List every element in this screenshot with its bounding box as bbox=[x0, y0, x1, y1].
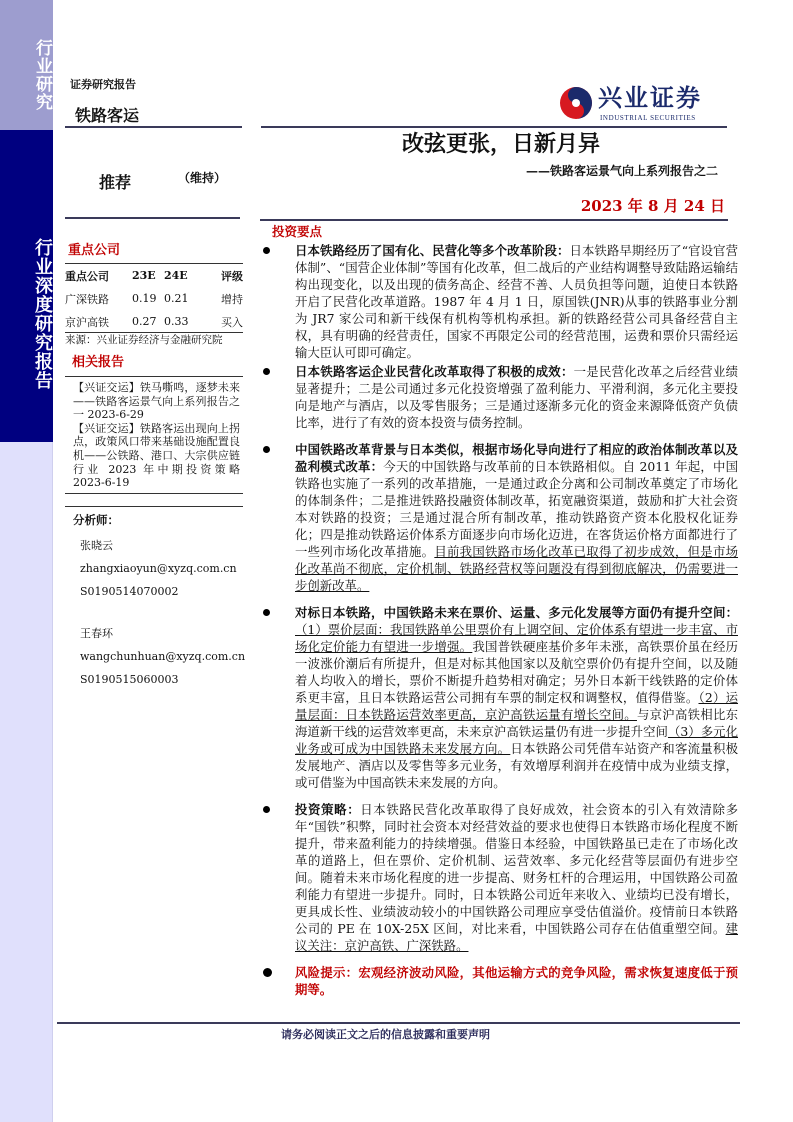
footer-divider bbox=[57, 1022, 740, 1024]
related-report-link[interactable]: 【兴证交运】铁马嘶鸣，逐梦未来——铁路客运景气向上系列报告之一 2023-6-29 bbox=[73, 381, 240, 422]
rating-status: （维持） bbox=[178, 171, 227, 185]
divider bbox=[65, 126, 242, 128]
highlights-heading: 投资要点 bbox=[272, 224, 323, 239]
related-report-item[interactable] bbox=[65, 377, 243, 493]
key-companies-heading: 重点公司 bbox=[68, 243, 121, 258]
highlight-bullet bbox=[263, 801, 738, 954]
highlight-bullet bbox=[263, 242, 738, 361]
analyst-email[interactable]: zhangxiaoyun@xyzq.com.cn bbox=[80, 561, 237, 575]
divider bbox=[65, 217, 240, 219]
bullet-icon bbox=[263, 806, 270, 813]
analyst-card bbox=[65, 622, 246, 691]
analyst-cert: S0190515060003 bbox=[80, 672, 179, 686]
bullet-lead: 日本铁路经历了国有化、民营化等多个改革阶段： bbox=[295, 243, 570, 258]
doc-type: 证券研究报告 bbox=[70, 78, 136, 91]
footer-disclaimer[interactable]: 请务必阅读正文之后的信息披露和重要声明 bbox=[281, 1028, 490, 1041]
sidebar-bottom-band bbox=[0, 442, 53, 1122]
key-companies-table bbox=[65, 264, 243, 333]
cell-company: 京沪高铁 bbox=[65, 315, 109, 329]
analyst-cert: S0190514070002 bbox=[80, 584, 179, 598]
divider bbox=[65, 493, 243, 494]
report-subtitle: ——铁路客运景气向上系列报告之二 bbox=[525, 164, 718, 178]
risk-bullet bbox=[263, 964, 738, 998]
table-source: 来源：兴业证券经济与金融研究院 bbox=[65, 334, 223, 346]
bullet-lead: 对标日本铁路，中国铁路未来在票价、运量、多元化发展等方面仍有提升空间： bbox=[295, 605, 738, 620]
bullet-text: 一是民营化改革之后经营业绩显著提升；二是公司通过多元化投资增强了盈利能力、平滑利润，多元化主要投向是地产与酒店，以及零售服务；三是通过逐渐多元化的资金来源降低资产负债比率，进行了有效的资本投资与债务控制。 bbox=[295, 364, 739, 430]
analysts-heading: 分析师： bbox=[73, 512, 119, 527]
bullet-text: 我国普铁硬座基价多年未涨，高铁票价虽在经历一波涨价潮后有所提升，但是对标其他国家以及航空票价仍有提升空间，以及随着人均收入的增长，票价不断提升趋势相对确定；另外日本新干线铁路的定价体系更丰富，且日本铁路运营公司拥有车票的制定权和调整权，值得借鉴。 bbox=[295, 639, 739, 705]
bullet-text: 与京沪高铁相比东海道新干线的运营效率更高，未来京沪高铁运量仍有进一步提升空间 bbox=[295, 707, 739, 739]
company-logo bbox=[558, 84, 728, 124]
bullet-lead: 投资策略： bbox=[295, 802, 361, 817]
bullet-icon bbox=[263, 446, 270, 453]
bullet-underlined-text: （2）运量层面：日本铁路运营效率更高，京沪高铁运量有增长空间。 bbox=[295, 690, 739, 722]
bullet-text: 日本铁路早期经历了“官设官营体制”、“国营企业体制”等国有化改革，但二战后的产业结构调整导致陆路运输结构出现变化，以及出现的债务高企、经营不善、人员负担等问题，迫使日本铁路开启了民营化改革道路。1987 年 4 月 1 日，原国铁(JNR)从事的铁路事业分割为 JR7 家公司和新干线保有机构等机构承担。新的铁路经营公司具备经营自主权，具有明确的经营责任，国家不再限定公司的经营范围，运费和票价只需经运输大臣认可即可确定。 bbox=[295, 243, 739, 360]
divider bbox=[65, 506, 243, 507]
col-24e: 24E bbox=[164, 269, 188, 282]
risk-text: 风险提示：宏观经济波动风险，其他运输方式的竞争风险，需求恢复速度低于预期等。 bbox=[295, 965, 738, 997]
cell-24e: 0.21 bbox=[164, 292, 189, 305]
bullet-underlined-text: （1）票价层面：我国铁路单公里票价有上调空间、定价体系有望进一步丰富、市场化定价能力有望进一步增强。 bbox=[295, 622, 738, 654]
cell-rating: 增持 bbox=[221, 292, 243, 306]
divider bbox=[261, 126, 727, 128]
cell-rating: 买入 bbox=[221, 315, 243, 329]
bullet-text: 今天的中国铁路与改革前的日本铁路相似。自 2011 年起，中国铁路也实施了一系列的改革措施，一是通过政企分离和公司制改革奠定了市场化的体制条件；二是推进铁路投融资体制改革，拓宽融资渠道，鼓励和扩大社会资本对铁路的投资；三是通过混合所有制改革，推动铁路资产资本化股权化证券化；四是推动铁路运价体系方面逐步向市场化迈进，在客货运价格方面都进行了一些列市场化改革措施。 bbox=[295, 459, 739, 559]
cell-company: 广深铁路 bbox=[65, 292, 109, 306]
related-report-link[interactable]: 【兴证交运】铁路客运出现向上拐点，政策风口带来基础设施配置良机——公铁路、港口、大宗供应链行业 2023 年中期投资策略 2023-6-19 bbox=[73, 421, 240, 490]
cell-23e: 0.27 bbox=[132, 315, 157, 328]
bullet-icon bbox=[263, 247, 270, 254]
logo-text-cn: 兴业证券 bbox=[598, 83, 702, 112]
bullet-icon bbox=[263, 609, 270, 616]
bullet-underlined-text: 目前我国铁路市场化改革已取得了初步成效，但是市场化改革尚不彻底，定价机制、铁路经营权等问题没有得到彻底解决，仍需要进一步创新改革。 bbox=[295, 544, 739, 593]
report-date: 2023 年 8 月 24 日 bbox=[580, 197, 725, 215]
logo-text-en: INDUSTRIAL SECURITIES bbox=[600, 114, 696, 122]
rating-label: 推荐 bbox=[99, 173, 132, 192]
bullet-underlined-text: （3）多元化业务或可成为中国铁路未来发展方向。 bbox=[295, 724, 738, 756]
divider bbox=[260, 219, 728, 221]
analyst-card bbox=[65, 534, 243, 603]
table-header-row bbox=[65, 264, 243, 287]
bullet-text: 日本铁路公司凭借车站资产和客流量积极发展地产、酒店以及零售等多元业务，有效增厚利润并在疫情中成为业绩支撑，或可借鉴为中国高铁未来发展的方向。 bbox=[295, 741, 739, 790]
left-column-flow bbox=[65, 353, 246, 691]
highlight-bullet bbox=[263, 604, 738, 791]
cell-24e: 0.33 bbox=[164, 315, 189, 328]
bullet-icon bbox=[263, 968, 272, 977]
analyst-email[interactable]: wangchunhuan@xyzq.com.cn bbox=[80, 649, 246, 663]
analyst-name: 王春环 bbox=[80, 626, 113, 640]
sidebar-top-label: 行业研究 bbox=[32, 39, 52, 111]
bullet-underlined-text: 建议关注：京沪高铁、广深铁路。 bbox=[295, 921, 738, 953]
divider bbox=[65, 332, 243, 333]
bullet-icon bbox=[263, 368, 270, 375]
col-company: 重点公司 bbox=[65, 269, 109, 283]
report-title: 改弦更张，日新月异 bbox=[401, 131, 600, 157]
highlights-list bbox=[263, 242, 738, 998]
analyst-name: 张晓云 bbox=[80, 538, 113, 552]
industry-name: 铁路客运 bbox=[75, 106, 140, 125]
cell-23e: 0.19 bbox=[132, 292, 157, 305]
bullet-lead: 日本铁路客运企业民营化改革取得了积极的成效： bbox=[295, 364, 574, 379]
bullet-lead: 中国铁路改革背景与日本类似，根据市场化导向进行了相应的政治体制改革以及盈利模式改革： bbox=[295, 442, 738, 474]
sidebar-mid-label: 行业深度研究报告 bbox=[32, 238, 53, 390]
logo-swirl-icon bbox=[558, 84, 594, 122]
highlight-bullet bbox=[263, 441, 738, 594]
bullet-text: 日本铁路民营化改革取得了良好成效，社会资本的引入有效清除多年“国铁”积弊，同时社会资本对经营效益的要求也使得日本铁路市场化程度不断提升，带来盈利能力的持续增强。借鉴日本经验，中国铁路虽已走在了市场化改革的道路上，但在票价、定价机制、运营效率、多元化经营等层面仍有进步空间。随着未来市场化程度的进一步提高、财务杠杆的合理运用，中国铁路公司盈利能力有望进一步提升。同时，日本铁路公司近年来收入、业绩均已没有增长，更具成长性、业绩波动较小的中国铁路公司理应享受估值溢价。疫情前日本铁路公司的 PE 在 10X-25X 区间，对比来看，中国铁路公司存在估值重塑空间。 bbox=[295, 802, 739, 936]
highlight-bullet bbox=[263, 363, 738, 431]
col-23e: 23E bbox=[132, 269, 156, 282]
col-rating: 评级 bbox=[221, 269, 243, 283]
related-reports-heading: 相关报告 bbox=[72, 355, 125, 370]
table-row bbox=[65, 310, 243, 333]
table-row bbox=[65, 287, 243, 310]
